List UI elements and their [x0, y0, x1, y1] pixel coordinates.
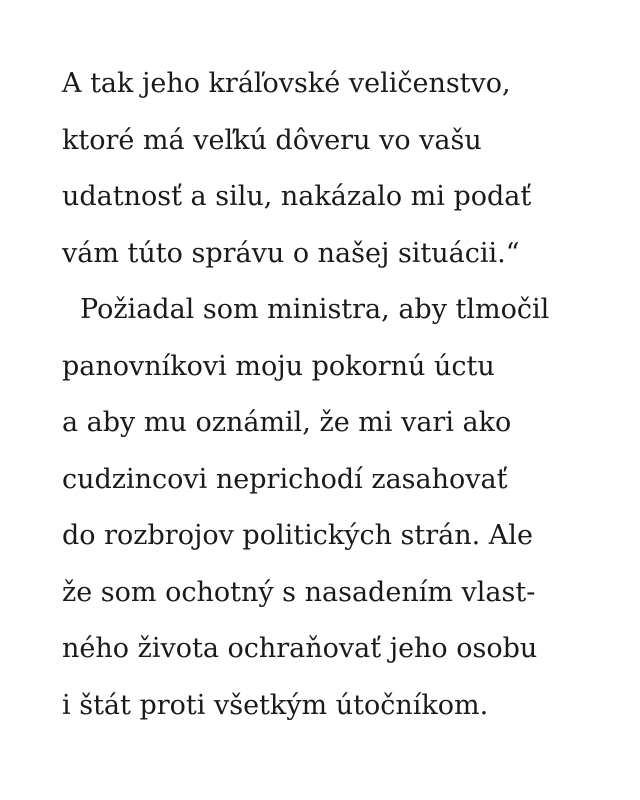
- text-line: A tak jeho kráľovské veličenstvo,: [62, 68, 511, 99]
- text-line: a aby mu oznámil, že mi vari ako: [62, 407, 512, 438]
- text-line: panovníkovi moju pokornú úctu: [62, 350, 495, 382]
- text-line: cudzincovi neprichodí zasahovať: [62, 463, 508, 495]
- text-line-paragraph-start: Požiadal som ministra, aby tlmočil: [80, 294, 550, 325]
- text-line: že som ochotný s nasadením vlast-: [62, 576, 536, 608]
- text-line: vám túto správu o našej situácii.“: [62, 237, 520, 269]
- text-line: ného života ochraňovať jeho osobu: [62, 633, 538, 664]
- text-line: ktoré má veľkú dôveru vo vašu: [62, 124, 482, 156]
- text-line: udatnosť a silu, nakázalo mi podať: [62, 181, 532, 212]
- text-line: i štát proti všetkým útočníkom.: [62, 689, 489, 721]
- text-line: do rozbrojov politických strán. Ale: [62, 520, 533, 551]
- body-text: [62, 56, 602, 734]
